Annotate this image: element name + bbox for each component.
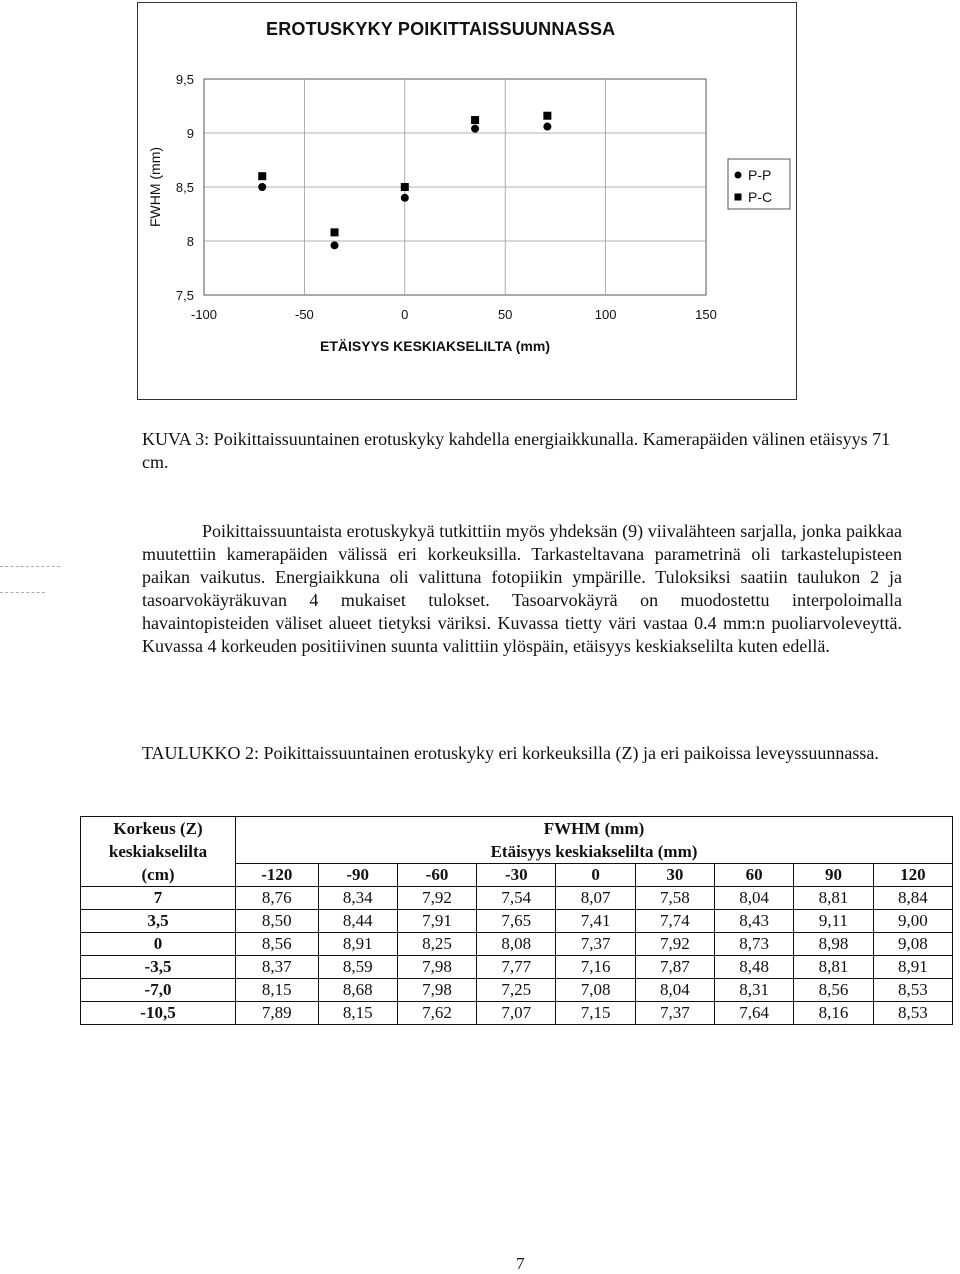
table-row [81, 887, 953, 910]
column-header: 0 [556, 864, 635, 887]
column-header: 120 [873, 864, 952, 887]
table-cell: 7,25 [477, 979, 556, 1002]
column-header: -60 [397, 864, 476, 887]
table-cell: 7,98 [397, 956, 476, 979]
x-tick-label: -50 [295, 307, 314, 322]
table-cell: 8,44 [318, 910, 397, 933]
column-header: 90 [794, 864, 873, 887]
table-cell: 8,59 [318, 956, 397, 979]
table-header-row [81, 817, 953, 864]
table-cell: 7,15 [556, 1002, 635, 1025]
table-cell: 8,43 [715, 910, 794, 933]
table-cell: 8,91 [318, 933, 397, 956]
data-point-p-p [331, 241, 339, 249]
data-point-p-c [331, 228, 339, 236]
data-point-p-c [543, 112, 551, 120]
x-axis-label: ETÄISYYS KESKIAKSELILTA (mm) [320, 338, 550, 354]
table-cell: 8,31 [715, 979, 794, 1002]
column-header: -90 [318, 864, 397, 887]
data-point-p-p [401, 194, 409, 202]
table-cell: 8,04 [635, 979, 714, 1002]
table-cell: 9,00 [873, 910, 952, 933]
row-label: 0 [81, 933, 236, 956]
table-cell: 7,41 [556, 910, 635, 933]
table-cell: 7,77 [477, 956, 556, 979]
table-cell: 7,92 [635, 933, 714, 956]
table-cell: 8,50 [236, 910, 319, 933]
table-cell: 7,58 [635, 887, 714, 910]
table-cell: 8,76 [236, 887, 319, 910]
table-cell: 7,87 [635, 956, 714, 979]
table-cell: 7,16 [556, 956, 635, 979]
table-row [81, 979, 953, 1002]
table-cell: 8,37 [236, 956, 319, 979]
x-tick-label: 150 [695, 307, 717, 322]
table-row [81, 1002, 953, 1025]
data-point-p-c [258, 172, 266, 180]
chart-frame [137, 2, 797, 400]
table-cell: 8,16 [794, 1002, 873, 1025]
data-point-p-c [471, 116, 479, 124]
legend-marker-square [735, 194, 742, 201]
column-header: 30 [635, 864, 714, 887]
table-cell: 8,81 [794, 956, 873, 979]
table-cell: 7,07 [477, 1002, 556, 1025]
table-cell: 7,54 [477, 887, 556, 910]
table-cell: 7,92 [397, 887, 476, 910]
table-cell: 7,98 [397, 979, 476, 1002]
table-cell: 8,07 [556, 887, 635, 910]
table-cell: 7,74 [635, 910, 714, 933]
col-header-line: Etäisyys keskiakselilta (mm) [490, 842, 698, 861]
table-cell: 8,56 [236, 933, 319, 956]
x-tick-label: -100 [190, 307, 218, 322]
chart-title: EROTUSKYKY POIKITTAISSUUNNASSA [266, 19, 616, 39]
legend-label: P-P [748, 167, 772, 183]
table-cell: 8,53 [873, 979, 952, 1002]
data-point-p-p [471, 125, 479, 133]
table-cell: 7,89 [236, 1002, 319, 1025]
table-cell: 8,81 [794, 887, 873, 910]
results-table [80, 816, 953, 1025]
data-point-p-p [258, 183, 266, 191]
table-cell: 8,98 [794, 933, 873, 956]
column-header: -120 [236, 864, 319, 887]
table-cell: 8,25 [397, 933, 476, 956]
legend-marker-circle [735, 172, 742, 179]
table-cell: 8,53 [873, 1002, 952, 1025]
table-cell: 7,37 [556, 933, 635, 956]
col-header-line: FWHM (mm) [543, 819, 645, 838]
table-row [81, 910, 953, 933]
column-header: -30 [477, 864, 556, 887]
y-tick-label: 9 [186, 126, 194, 141]
table-cell: 7,91 [397, 910, 476, 933]
y-tick-label: 8,5 [175, 180, 194, 195]
y-axis-label: FWHM (mm) [147, 146, 163, 228]
table-cell: 9,11 [794, 910, 873, 933]
y-tick-label: 9,5 [175, 72, 194, 87]
y-tick-label: 7,5 [175, 288, 194, 303]
col-header-cell [236, 817, 953, 864]
figure-caption: KUVA 3: Poikittaissuuntainen erotuskyky kahdella energiaikkunalla. Kamerapäiden välinen etäisyys 71 cm. [142, 429, 891, 472]
y-tick-label: 8 [186, 234, 194, 249]
margin-mark [0, 566, 60, 567]
x-tick-label: 50 [497, 307, 513, 322]
table-cell: 8,15 [236, 979, 319, 1002]
table-caption: TAULUKKO 2: Poikittaissuuntainen erotuskyky eri korkeuksilla (Z) ja eri paikoissa leveyssuunnassa. [142, 743, 879, 763]
row-header-cell [81, 817, 236, 887]
table-cell: 8,56 [794, 979, 873, 1002]
table-cell: 8,08 [477, 933, 556, 956]
x-tick-label: 0 [401, 307, 409, 322]
table-cell: 8,15 [318, 1002, 397, 1025]
table-cell: 8,04 [715, 887, 794, 910]
table-cell: 8,73 [715, 933, 794, 956]
table-cell: 8,84 [873, 887, 952, 910]
data-point-p-p [543, 123, 551, 131]
table-cell: 7,65 [477, 910, 556, 933]
table-cell: 8,48 [715, 956, 794, 979]
table-cell: 7,08 [556, 979, 635, 1002]
table-cell: 7,37 [635, 1002, 714, 1025]
row-header-line: Korkeus (Z) [113, 819, 203, 838]
row-label: 3,5 [81, 910, 236, 933]
row-label: -10,5 [81, 1002, 236, 1025]
column-header: 60 [715, 864, 794, 887]
row-label: 7 [81, 887, 236, 910]
table-row [81, 933, 953, 956]
margin-mark [0, 592, 45, 593]
table-row [81, 956, 953, 979]
table-cell: 7,62 [397, 1002, 476, 1025]
x-tick-label: 100 [594, 307, 617, 322]
row-header-line: keskiakselilta [108, 842, 208, 861]
table-cell: 8,91 [873, 956, 952, 979]
table-cell: 8,34 [318, 887, 397, 910]
table-cell: 7,64 [715, 1002, 794, 1025]
legend-label: P-C [748, 189, 773, 205]
row-label: -7,0 [81, 979, 236, 1002]
scatter-chart [138, 3, 796, 399]
data-point-p-c [401, 183, 409, 191]
page-number: 7 [516, 1254, 525, 1273]
row-label: -3,5 [81, 956, 236, 979]
row-header-line: (cm) [141, 865, 175, 884]
table-cell: 9,08 [873, 933, 952, 956]
body-paragraph: Poikittaissuuntaista erotuskykyä tutkittiin myös yhdeksän (9) viivalähteen sarjalla, jonka paikkaa muutettiin kamerapäiden välissä eri korkeuksilla. Tarkasteltavana parametrinä oli tarkastelupisteen paikan vaikutus. Energiaikkuna oli valittuna fotopiikin ympärille. Tuloksiksi saatiin taulukon 2 ja tasoarvokäyräkuvan 4 mukaiset tulokset. Tasoarvokäyrä on muodostettu interpoloimalla havaintopisteiden väliset alueet tietyksi väriksi. Kuvassa tietty väri vastaa 0.4 mm:n puoliarvoleveyttä. Kuvassa 4 korkeuden positiivinen suunta valittiin ylöspäin, etäisyys keskiakselilta kuten edellä. [142, 521, 902, 656]
table-cell: 8,68 [318, 979, 397, 1002]
